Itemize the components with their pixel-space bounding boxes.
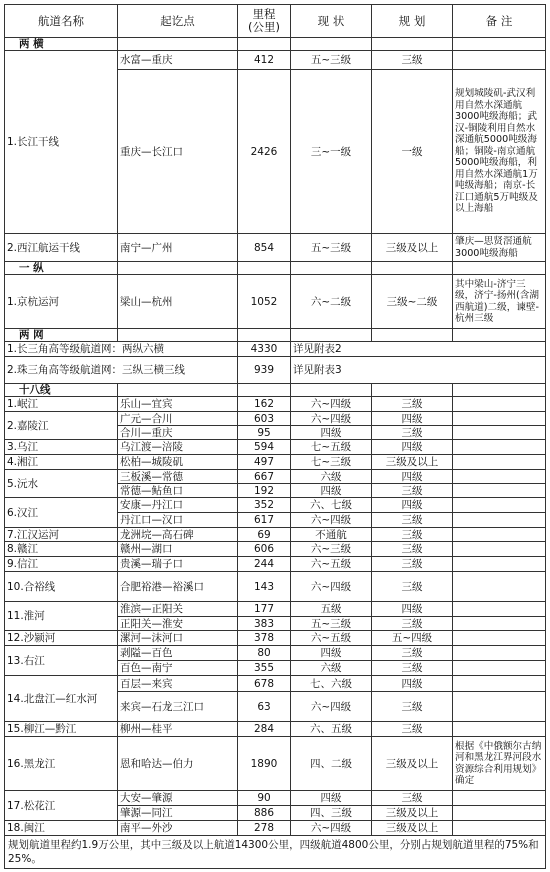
section-row bbox=[5, 329, 546, 342]
header-plan: 规 划 bbox=[372, 5, 453, 38]
table-row bbox=[5, 821, 546, 836]
table-row bbox=[5, 412, 546, 426]
header-notes: 备 注 bbox=[453, 5, 546, 38]
plan-grade: 三级 bbox=[372, 513, 453, 528]
current-status: 六~五级 bbox=[291, 631, 372, 646]
waterway-name: 7.江汉运河 bbox=[5, 528, 118, 542]
section-empty-cell bbox=[372, 262, 453, 275]
plan-grade: 四级 bbox=[372, 440, 453, 455]
waterway-name: 8.赣江 bbox=[5, 542, 118, 557]
length-value: 352 bbox=[238, 498, 291, 513]
waterway-name: 18.闽江 bbox=[5, 821, 118, 836]
current-status: 六级 bbox=[291, 470, 372, 484]
note-empty-cell bbox=[453, 602, 546, 617]
section-title: 两 横 bbox=[5, 38, 118, 51]
note-empty-cell bbox=[453, 631, 546, 646]
section-empty-cell bbox=[291, 38, 372, 51]
section-title: 十八线 bbox=[5, 384, 118, 397]
table-row bbox=[5, 455, 546, 470]
table-row bbox=[5, 528, 546, 542]
plan-grade: 一级 bbox=[372, 70, 453, 234]
length-value: 594 bbox=[238, 440, 291, 455]
route-segment: 水富—重庆 bbox=[118, 51, 238, 70]
waterway-name: 1.京杭运河 bbox=[5, 275, 118, 329]
section-row bbox=[5, 38, 546, 51]
route-segment: 重庆—长江口 bbox=[118, 70, 238, 234]
note-empty-cell bbox=[453, 617, 546, 631]
table-row bbox=[5, 51, 546, 70]
table-row bbox=[5, 631, 546, 646]
note-empty-cell bbox=[453, 661, 546, 676]
detail-reference: 详见附表3 bbox=[291, 357, 546, 384]
note-empty-cell bbox=[453, 498, 546, 513]
plan-grade: 三级及以上 bbox=[372, 821, 453, 836]
plan-grade: 三级及以上 bbox=[372, 455, 453, 470]
section-empty-cell bbox=[118, 384, 238, 397]
length-value: 162 bbox=[238, 397, 291, 412]
waterway-name: 2.西江航运干线 bbox=[5, 234, 118, 262]
waterway-name: 11.淮河 bbox=[5, 602, 118, 631]
section-row bbox=[5, 262, 546, 275]
current-status: 六级 bbox=[291, 661, 372, 676]
plan-grade: 三级 bbox=[372, 528, 453, 542]
route-segment: 安康—丹江口 bbox=[118, 498, 238, 513]
length-value: 143 bbox=[238, 572, 291, 602]
length-value: 667 bbox=[238, 470, 291, 484]
length-value: 63 bbox=[238, 692, 291, 722]
plan-grade: 三级~二级 bbox=[372, 275, 453, 329]
header-waterway-name: 航道名称 bbox=[5, 5, 118, 38]
current-status: 六~四级 bbox=[291, 513, 372, 528]
plan-grade: 三级 bbox=[372, 426, 453, 440]
section-empty-cell bbox=[238, 262, 291, 275]
note-cell: 其中梁山-济宁三级，济宁-扬州(含湖西航道)二级，谏壁-杭州三级 bbox=[453, 275, 546, 329]
plan-grade: 三级 bbox=[372, 397, 453, 412]
waterway-name: 1.长江干线 bbox=[5, 51, 118, 234]
section-empty-cell bbox=[238, 38, 291, 51]
length-value: 69 bbox=[238, 528, 291, 542]
section-title: 两 网 bbox=[5, 329, 118, 342]
plan-grade: 三级 bbox=[372, 692, 453, 722]
waterway-name: 1.岷江 bbox=[5, 397, 118, 412]
plan-grade: 三级及以上 bbox=[372, 234, 453, 262]
plan-grade: 三级及以上 bbox=[372, 737, 453, 791]
current-status: 五级 bbox=[291, 602, 372, 617]
length-value: 4330 bbox=[238, 342, 291, 357]
table-row bbox=[5, 676, 546, 692]
table-row bbox=[5, 342, 546, 357]
note-empty-cell bbox=[453, 557, 546, 572]
plan-grade: 三级 bbox=[372, 51, 453, 70]
section-empty-cell bbox=[238, 329, 291, 342]
length-value: 678 bbox=[238, 676, 291, 692]
table-row bbox=[5, 357, 546, 384]
current-status: 四级 bbox=[291, 426, 372, 440]
plan-grade: 四级 bbox=[372, 602, 453, 617]
current-status: 三~一级 bbox=[291, 70, 372, 234]
section-row bbox=[5, 384, 546, 397]
table-row bbox=[5, 602, 546, 617]
table-row bbox=[5, 440, 546, 455]
length-value: 177 bbox=[238, 602, 291, 617]
length-value: 412 bbox=[238, 51, 291, 70]
table-row bbox=[5, 542, 546, 557]
current-status: 六、五级 bbox=[291, 722, 372, 737]
current-status: 四级 bbox=[291, 791, 372, 806]
current-status: 四级 bbox=[291, 484, 372, 498]
length-value: 939 bbox=[238, 357, 291, 384]
waterway-name: 14.北盘江—红水河 bbox=[5, 676, 118, 722]
route-segment: 松柏—城陵矶 bbox=[118, 455, 238, 470]
current-status: 四、三级 bbox=[291, 806, 372, 821]
current-status: 四、二级 bbox=[291, 737, 372, 791]
route-segment: 百色—南宁 bbox=[118, 661, 238, 676]
current-status: 四级 bbox=[291, 646, 372, 661]
length-value: 606 bbox=[238, 542, 291, 557]
route-segment: 南宁—广州 bbox=[118, 234, 238, 262]
waterway-name: 3.乌江 bbox=[5, 440, 118, 455]
current-status: 六~四级 bbox=[291, 821, 372, 836]
waterway-name: 12.沙颍河 bbox=[5, 631, 118, 646]
plan-grade: 三级及以上 bbox=[372, 806, 453, 821]
route-segment: 龙洲垸—高石碑 bbox=[118, 528, 238, 542]
route-segment: 合川—重庆 bbox=[118, 426, 238, 440]
section-empty-cell bbox=[118, 262, 238, 275]
length-value: 90 bbox=[238, 791, 291, 806]
route-segment: 漯河—沫河口 bbox=[118, 631, 238, 646]
section-empty-cell bbox=[291, 329, 372, 342]
note-empty-cell bbox=[453, 397, 546, 412]
table-row bbox=[5, 791, 546, 806]
plan-grade: 三级 bbox=[372, 572, 453, 602]
note-empty-cell bbox=[453, 513, 546, 528]
current-status: 不通航 bbox=[291, 528, 372, 542]
route-segment: 广元—合川 bbox=[118, 412, 238, 426]
length-value: 95 bbox=[238, 426, 291, 440]
waterway-name: 5.沅水 bbox=[5, 470, 118, 498]
plan-grade: 三级 bbox=[372, 557, 453, 572]
length-value: 617 bbox=[238, 513, 291, 528]
current-status: 五~三级 bbox=[291, 617, 372, 631]
waterway-name: 17.松花江 bbox=[5, 791, 118, 821]
length-value: 378 bbox=[238, 631, 291, 646]
current-status: 五~三级 bbox=[291, 234, 372, 262]
length-value: 886 bbox=[238, 806, 291, 821]
table-row bbox=[5, 737, 546, 791]
plan-grade: 四级 bbox=[372, 676, 453, 692]
route-segment: 乌江渡—涪陵 bbox=[118, 440, 238, 455]
plan-grade: 三级 bbox=[372, 484, 453, 498]
length-value: 854 bbox=[238, 234, 291, 262]
header-route: 起讫点 bbox=[118, 5, 238, 38]
length-value: 80 bbox=[238, 646, 291, 661]
waterway-name: 4.湘江 bbox=[5, 455, 118, 470]
route-segment: 赣州—湖口 bbox=[118, 542, 238, 557]
waterway-name: 1.长三角高等级航道网：两纵六横 bbox=[5, 342, 238, 357]
plan-grade: 四级 bbox=[372, 412, 453, 426]
plan-grade: 五~四级 bbox=[372, 631, 453, 646]
route-segment: 百层—来宾 bbox=[118, 676, 238, 692]
plan-grade: 三级 bbox=[372, 661, 453, 676]
route-segment: 三板溪—常德 bbox=[118, 470, 238, 484]
section-empty-cell bbox=[372, 384, 453, 397]
note-empty-cell bbox=[453, 542, 546, 557]
length-value: 192 bbox=[238, 484, 291, 498]
current-status: 七~五级 bbox=[291, 440, 372, 455]
plan-grade: 三级 bbox=[372, 617, 453, 631]
waterway-name: 10.合裕线 bbox=[5, 572, 118, 602]
route-segment: 丹江口—汉口 bbox=[118, 513, 238, 528]
current-status: 六~四级 bbox=[291, 412, 372, 426]
note-empty-cell bbox=[453, 470, 546, 484]
note-empty-cell bbox=[453, 806, 546, 821]
waterway-name: 6.汉江 bbox=[5, 498, 118, 528]
waterway-plan-table-container bbox=[4, 4, 545, 869]
header-length: 里程 (公里) bbox=[238, 5, 291, 38]
length-value: 603 bbox=[238, 412, 291, 426]
current-status: 七~三级 bbox=[291, 455, 372, 470]
note-empty-cell bbox=[453, 676, 546, 692]
note-empty-cell bbox=[453, 821, 546, 836]
waterway-name: 15.柳江—黔江 bbox=[5, 722, 118, 737]
section-empty-cell bbox=[453, 262, 546, 275]
section-empty-cell bbox=[118, 329, 238, 342]
section-empty-cell bbox=[453, 384, 546, 397]
table-row bbox=[5, 397, 546, 412]
table-row bbox=[5, 722, 546, 737]
header-current-status: 现 状 bbox=[291, 5, 372, 38]
table-row bbox=[5, 646, 546, 661]
route-segment: 贵溪—瑞子口 bbox=[118, 557, 238, 572]
note-empty-cell bbox=[453, 440, 546, 455]
section-empty-cell bbox=[118, 38, 238, 51]
footer-summary: 规划航道里程约1.9万公里，其中三级及以上航道14300公里，四级航道4800公里，分别占规划航道里程的75%和25%。 bbox=[5, 836, 546, 869]
waterway-plan-table bbox=[4, 4, 546, 869]
current-status: 六~四级 bbox=[291, 397, 372, 412]
note-empty-cell bbox=[453, 692, 546, 722]
note-empty-cell bbox=[453, 51, 546, 70]
waterway-name: 2.珠三角高等级航道网：三纵三横三线 bbox=[5, 357, 238, 384]
route-segment: 梁山—杭州 bbox=[118, 275, 238, 329]
route-segment: 南平—外沙 bbox=[118, 821, 238, 836]
section-empty-cell bbox=[372, 329, 453, 342]
current-status: 六~三级 bbox=[291, 542, 372, 557]
note-empty-cell bbox=[453, 572, 546, 602]
section-empty-cell bbox=[453, 329, 546, 342]
length-value: 284 bbox=[238, 722, 291, 737]
current-status: 六~四级 bbox=[291, 572, 372, 602]
table-row bbox=[5, 470, 546, 484]
route-segment: 恩和哈达—伯力 bbox=[118, 737, 238, 791]
table-row bbox=[5, 275, 546, 329]
footer-row bbox=[5, 836, 546, 869]
route-segment: 来宾—石龙三江口 bbox=[118, 692, 238, 722]
table-row bbox=[5, 572, 546, 602]
note-empty-cell bbox=[453, 528, 546, 542]
length-value: 2426 bbox=[238, 70, 291, 234]
section-empty-cell bbox=[453, 38, 546, 51]
current-status: 六~四级 bbox=[291, 692, 372, 722]
current-status: 七、六级 bbox=[291, 676, 372, 692]
current-status: 五~三级 bbox=[291, 51, 372, 70]
length-value: 497 bbox=[238, 455, 291, 470]
current-status: 六~二级 bbox=[291, 275, 372, 329]
section-title: 一 纵 bbox=[5, 262, 118, 275]
route-segment: 淮滨—正阳关 bbox=[118, 602, 238, 617]
plan-grade: 三级 bbox=[372, 542, 453, 557]
waterway-name: 16.黑龙江 bbox=[5, 737, 118, 791]
length-value: 355 bbox=[238, 661, 291, 676]
plan-grade: 三级 bbox=[372, 791, 453, 806]
section-empty-cell bbox=[372, 38, 453, 51]
note-empty-cell bbox=[453, 791, 546, 806]
route-segment: 乐山—宜宾 bbox=[118, 397, 238, 412]
section-empty-cell bbox=[291, 262, 372, 275]
table-body bbox=[5, 38, 546, 869]
route-segment: 合肥裕港—裕溪口 bbox=[118, 572, 238, 602]
current-status: 六~五级 bbox=[291, 557, 372, 572]
waterway-name: 13.右江 bbox=[5, 646, 118, 676]
table-row bbox=[5, 234, 546, 262]
note-empty-cell bbox=[453, 722, 546, 737]
length-value: 1890 bbox=[238, 737, 291, 791]
section-empty-cell bbox=[291, 384, 372, 397]
note-empty-cell bbox=[453, 426, 546, 440]
note-empty-cell bbox=[453, 455, 546, 470]
route-segment: 常德—鲇鱼口 bbox=[118, 484, 238, 498]
note-empty-cell bbox=[453, 646, 546, 661]
detail-reference: 详见附表2 bbox=[291, 342, 546, 357]
header-row bbox=[5, 5, 546, 38]
length-value: 1052 bbox=[238, 275, 291, 329]
waterway-name: 9.信江 bbox=[5, 557, 118, 572]
note-empty-cell bbox=[453, 484, 546, 498]
note-cell: 根据《中俄额尔古纳河和黑龙江界河段水资源综合利用规划》确定 bbox=[453, 737, 546, 791]
section-empty-cell bbox=[238, 384, 291, 397]
plan-grade: 四级 bbox=[372, 470, 453, 484]
length-value: 244 bbox=[238, 557, 291, 572]
length-value: 278 bbox=[238, 821, 291, 836]
route-segment: 肇源—同江 bbox=[118, 806, 238, 821]
route-segment: 大安—肇源 bbox=[118, 791, 238, 806]
note-cell: 肇庆—思贤滘通航3000吨级海船 bbox=[453, 234, 546, 262]
table-row bbox=[5, 557, 546, 572]
plan-grade: 三级 bbox=[372, 646, 453, 661]
route-segment: 正阳关—淮安 bbox=[118, 617, 238, 631]
note-empty-cell bbox=[453, 412, 546, 426]
plan-grade: 四级 bbox=[372, 498, 453, 513]
table-row bbox=[5, 498, 546, 513]
waterway-name: 2.嘉陵江 bbox=[5, 412, 118, 440]
plan-grade: 三级 bbox=[372, 722, 453, 737]
note-cell: 规划城陵矶-武汉利用自然水深通航3000吨级海船；武汉-铜陵利用自然水深通航5000吨级海船；铜陵-南京通航5000吨级海船，利用自然水深通航1万吨级海船；南京-长江口通航5万吨级及以上海船 bbox=[453, 70, 546, 234]
route-segment: 剥隘—百色 bbox=[118, 646, 238, 661]
current-status: 六、七级 bbox=[291, 498, 372, 513]
length-value: 383 bbox=[238, 617, 291, 631]
route-segment: 柳州—桂平 bbox=[118, 722, 238, 737]
